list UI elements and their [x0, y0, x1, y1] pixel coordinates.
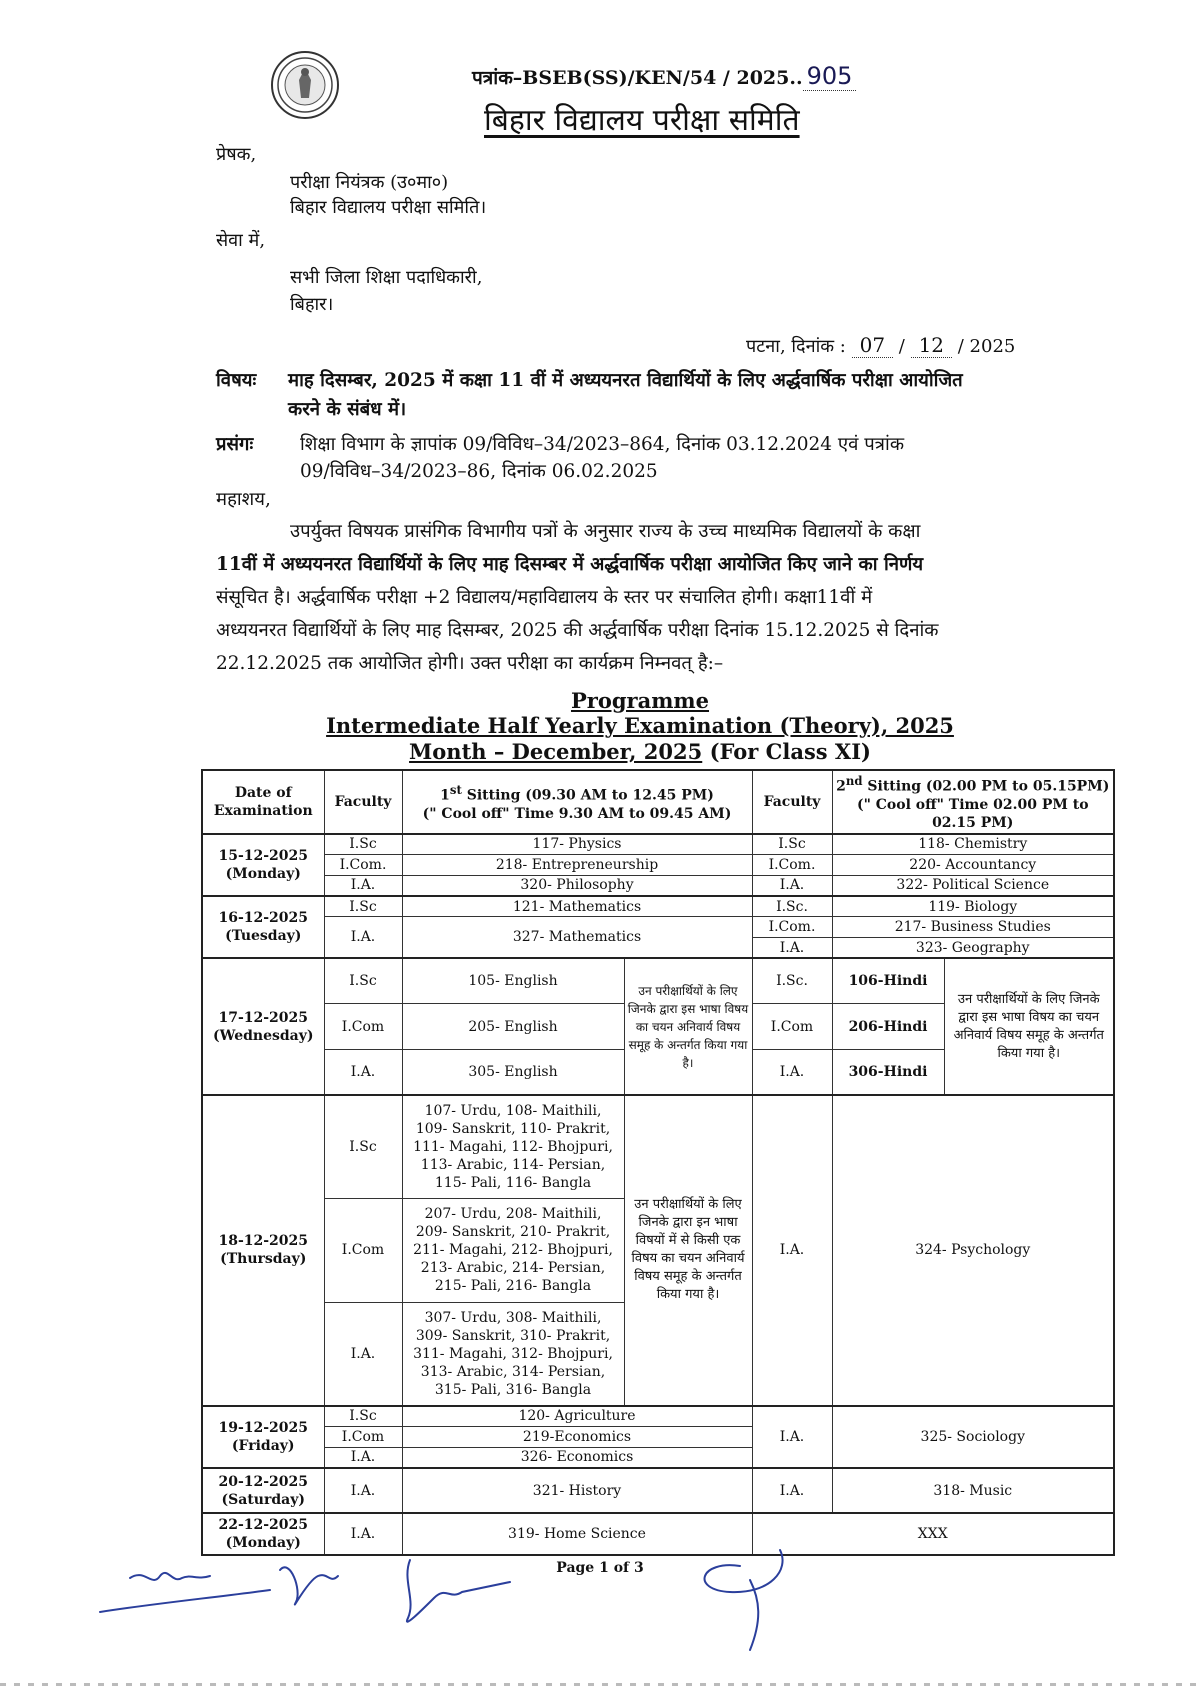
header-sitting-2 — [832, 770, 1114, 834]
exam-date: 22-12-2025 — [218, 1517, 309, 1534]
faculty-cell: I.A. — [324, 1049, 402, 1095]
body-line-3: संसूचित है। अर्द्धवार्षिक परीक्षा +2 विद्यालय/महाविद्यालय के स्तर पर संचालित होगी। कक्षा11वीं में — [216, 587, 873, 608]
sitting-2-time: Sitting (02.00 PM to 05.15PM) — [867, 778, 1110, 795]
reference-context-label: प्रसंगः — [216, 434, 254, 455]
reference-line-1: शिक्षा विभाग के ज्ञापांक 09/विविध–34/2023–864, दिनांक 03.12.2024 एवं पत्रांक — [300, 434, 905, 455]
exam-date: 16-12-2025 — [218, 910, 309, 927]
table-row — [202, 834, 1114, 855]
month-line: Month – December, 2025 — [409, 739, 703, 764]
header-faculty-1: Faculty — [324, 770, 402, 834]
faculty-cell: I.Com — [324, 1004, 402, 1050]
page-number: Page 1 of 3 — [556, 1560, 644, 1576]
table-row — [202, 917, 1114, 938]
faculty-cell: I.Sc — [324, 1406, 402, 1427]
faculty-cell: I.Sc. — [752, 958, 832, 1004]
language-subjects-cell — [402, 1302, 624, 1406]
sitting-2-cooloff: (" Cool off" Time 02.00 PM to 02.15 PM) — [856, 796, 1089, 831]
subject-cell: 118- Chemistry — [832, 834, 1114, 855]
faculty-cell: I.Com — [324, 1426, 402, 1447]
table-header-row — [202, 770, 1114, 834]
faculty-cell: I.A. — [752, 1468, 832, 1514]
faculty-cell: I.Com — [324, 1199, 402, 1303]
organization-name: बिहार विद्यालय परीक्षा समिति — [484, 103, 800, 138]
subject-cell: 119- Biology — [832, 896, 1114, 917]
exam-day: (Saturday) — [221, 1491, 305, 1508]
exam-date-cell — [202, 896, 324, 958]
reference-label: पत्रांक–BSEB(SS)/KEN/54 / 2025.. — [472, 67, 803, 89]
header-sitting-1 — [402, 770, 752, 834]
from-line-1: परीक्षा नियंत्रक (उ०मा०) — [290, 172, 449, 193]
language-line: 207- Urdu, 208- Maithili, — [424, 1206, 602, 1223]
handwritten-signatures — [90, 1540, 850, 1660]
faculty-cell: I.Com. — [324, 855, 402, 876]
faculty-cell: I.Sc — [324, 958, 402, 1004]
faculty-cell: I.A. — [752, 1095, 832, 1406]
faculty-cell: I.Sc — [324, 1095, 402, 1199]
subject-cell: 327- Mathematics — [402, 917, 752, 958]
subject-cell: 318- Music — [832, 1468, 1114, 1514]
faculty-cell: I.A. — [324, 1468, 402, 1514]
subject-label: विषयः — [216, 370, 257, 391]
exam-day: (Friday) — [231, 1437, 295, 1454]
faculty-cell: I.A. — [324, 1513, 402, 1555]
subject-cell: 325- Sociology — [832, 1406, 1114, 1468]
to-line-2: बिहार। — [290, 294, 334, 315]
table-row — [202, 875, 1114, 896]
table-row — [202, 1468, 1114, 1514]
date-day: 07 — [852, 333, 893, 358]
reference-line-2: 09/विविध–34/2023–86, दिनांक 06.02.2025 — [300, 461, 658, 482]
exam-day: (Monday) — [225, 865, 301, 882]
subject-cell: 324- Psychology — [832, 1095, 1114, 1406]
faculty-cell: I.Com — [752, 1004, 832, 1050]
table-row — [202, 855, 1114, 876]
faculty-cell: I.Sc. — [752, 896, 832, 917]
sitting-1-time: Sitting (09.30 AM to 12.45 PM) — [466, 787, 714, 804]
subject-cell: 321- History — [402, 1468, 752, 1514]
to-label: सेवा में, — [216, 230, 266, 251]
body-line-1: उपर्युक्त विषयक प्रासंगिक विभागीय पत्रों के अनुसार राज्य के उच्च माध्यमिक विद्यालयों के कक्षा — [290, 521, 921, 542]
faculty-cell: I.A. — [324, 1302, 402, 1406]
subject-line-1: माह दिसम्बर, 2025 में कक्षा 11 वीं में अध्ययनरत विद्यार्थियों के लिए अर्द्धवार्षिक परीक्षा आयोजित — [288, 370, 963, 391]
class-note: (For Class XI) — [709, 739, 871, 764]
language-line: 213- Arabic, 214- Persian, — [420, 1260, 606, 1277]
header-date: Date of Examination — [202, 770, 324, 834]
programme-month — [190, 739, 1090, 764]
body-line-2: 11वीं में अध्ययनरत विद्यार्थियों के लिए माह दिसम्बर में अर्द्धवार्षिक परीक्षा आयोजित किए जाने का निर्णय — [216, 554, 924, 575]
subject-cell: 106-Hindi — [832, 958, 944, 1004]
salutation: महाशय, — [216, 489, 271, 510]
reference-number — [472, 62, 856, 90]
date-year: / 2025 — [957, 336, 1016, 357]
subject-cell: 206-Hindi — [832, 1004, 944, 1050]
subject-cell: 320- Philosophy — [402, 875, 752, 896]
scan-edge-line — [0, 1683, 1200, 1686]
exam-schedule-table — [201, 769, 1115, 1556]
date-month: 12 — [911, 333, 952, 358]
language-line: 109- Sanskrit, 110- Prakrit, — [415, 1120, 611, 1137]
subject-cell: 322- Political Science — [832, 875, 1114, 896]
subject-cell: 117- Physics — [402, 834, 752, 855]
exam-date-cell — [202, 1406, 324, 1468]
table-row — [202, 958, 1114, 1004]
subject-cell: 205- English — [402, 1004, 624, 1050]
subject-cell: 306-Hindi — [832, 1049, 944, 1095]
header-faculty-2: Faculty — [752, 770, 832, 834]
exam-day: (Wednesday) — [213, 1027, 314, 1044]
date-label: पटना, दिनांक : — [746, 336, 846, 357]
subject-cell: 323- Geography — [832, 937, 1114, 958]
sitting-1-suffix: st — [449, 783, 462, 798]
from-line-2: बिहार विद्यालय परीक्षा समिति। — [290, 197, 487, 218]
table-row — [202, 1406, 1114, 1427]
language-subjects-cell — [402, 1095, 624, 1199]
subject-cell: XXX — [752, 1513, 1114, 1555]
exam-date-cell — [202, 834, 324, 896]
language-note-cell: उन परीक्षार्थियों के लिए जिनके द्वारा इस भाषा विषय का चयन अनिवार्य विषय समूह के अन्तर्गत किया गया है। — [944, 958, 1114, 1095]
language-line: 211- Magahi, 212- Bhojpuri, — [413, 1242, 613, 1259]
faculty-cell: I.Com. — [752, 917, 832, 938]
language-line: 209- Sanskrit, 210- Prakrit, — [415, 1224, 611, 1241]
body-line-5: 22.12.2025 तक आयोजित होगी। उक्त परीक्षा का कार्यक्रम निम्नवत् है:– — [216, 653, 724, 674]
faculty-cell: I.A. — [752, 1049, 832, 1095]
programme-title: Programme — [570, 688, 710, 713]
exam-date-cell — [202, 1095, 324, 1406]
faculty-cell: I.Com. — [752, 855, 832, 876]
subject-cell: 217- Business Studies — [832, 917, 1114, 938]
programme-subtitle: Intermediate Half Yearly Examination (Theory), 2025 — [326, 713, 954, 738]
language-line: 215- Pali, 216- Bangla — [434, 1278, 592, 1295]
language-subjects-cell — [402, 1199, 624, 1303]
exam-date-cell — [202, 1468, 324, 1514]
board-seal-logo — [270, 50, 340, 120]
table-row — [202, 1095, 1114, 1199]
subject-cell: 120- Agriculture — [402, 1406, 752, 1427]
exam-date-cell — [202, 958, 324, 1095]
sitting-2-suffix: nd — [845, 774, 863, 789]
language-line: 311- Magahi, 312- Bhojpuri, — [413, 1345, 613, 1362]
faculty-cell: I.A. — [752, 1406, 832, 1468]
subject-cell: 220- Accountancy — [832, 855, 1114, 876]
letter-date: पटना, दिनांक : 07 / 12 / 2025 — [746, 333, 1016, 357]
subject-cell: 121- Mathematics — [402, 896, 752, 917]
exam-day: (Thursday) — [220, 1251, 307, 1268]
reference-handwritten-number: 905 — [803, 62, 857, 91]
exam-date: 17-12-2025 — [218, 1009, 309, 1026]
faculty-cell: I.Sc — [324, 896, 402, 917]
subject-cell: 219-Economics — [402, 1426, 752, 1447]
subject-line-2: करने के संबंध में। — [288, 399, 407, 420]
language-note-cell: उन परीक्षार्थियों के लिए जिनके द्वारा इन भाषा विषयों में से किसी एक विषय का चयन अनिवार्य विषय समूह के अन्तर्गत किया गया है। — [624, 1095, 752, 1406]
sitting-1-cooloff: (" Cool off" Time 9.30 AM to 09.45 AM) — [422, 805, 732, 822]
faculty-cell: I.A. — [752, 875, 832, 896]
language-line: 113- Arabic, 114- Persian, — [420, 1156, 606, 1173]
subject-cell: 305- English — [402, 1049, 624, 1095]
table-row — [202, 896, 1114, 917]
language-line: 307- Urdu, 308- Maithili, — [424, 1309, 602, 1326]
to-line-1: सभी जिला शिक्षा पदाधिकारी, — [290, 267, 483, 288]
exam-day: (Tuesday) — [225, 928, 302, 945]
from-label: प्रेषक, — [216, 144, 257, 165]
exam-date: 15-12-2025 — [218, 847, 309, 864]
subject-cell: 319- Home Science — [402, 1513, 752, 1555]
language-line: 111- Magahi, 112- Bhojpuri, — [413, 1138, 613, 1155]
exam-date: 20-12-2025 — [218, 1473, 309, 1490]
body-line-4: अध्ययनरत विद्यार्थियों के लिए माह दिसम्बर, 2025 की अर्द्धवार्षिक परीक्षा दिनांक 15.12.2025 से दिनांक — [216, 620, 939, 641]
exam-date: 19-12-2025 — [218, 1419, 309, 1436]
language-line: 309- Sanskrit, 310- Prakrit, — [415, 1327, 611, 1344]
faculty-cell: I.A. — [324, 875, 402, 896]
subject-cell: 218- Entrepreneurship — [402, 855, 752, 876]
language-line: 107- Urdu, 108- Maithili, — [424, 1102, 602, 1119]
faculty-cell: I.Sc — [324, 834, 402, 855]
language-line: 115- Pali, 116- Bangla — [434, 1174, 592, 1191]
language-note-cell: उन परीक्षार्थियों के लिए जिनके द्वारा इस भाषा विषय का चयन अनिवार्य विषय समूह के अन्तर्गत किया गया है। — [624, 958, 752, 1095]
faculty-cell: I.Sc — [752, 834, 832, 855]
faculty-cell: I.A. — [324, 917, 402, 958]
subject-cell: 105- English — [402, 958, 624, 1004]
subject-cell: 326- Economics — [402, 1447, 752, 1468]
language-line: 313- Arabic, 314- Persian, — [420, 1363, 606, 1380]
exam-day: (Monday) — [225, 1535, 301, 1552]
sitting-2-number: 2 — [836, 778, 846, 795]
language-line: 315- Pali, 316- Bangla — [434, 1381, 592, 1398]
faculty-cell: I.A. — [324, 1447, 402, 1468]
sitting-1-number: 1 — [440, 787, 450, 804]
exam-date: 18-12-2025 — [218, 1233, 309, 1250]
faculty-cell: I.A. — [752, 937, 832, 958]
